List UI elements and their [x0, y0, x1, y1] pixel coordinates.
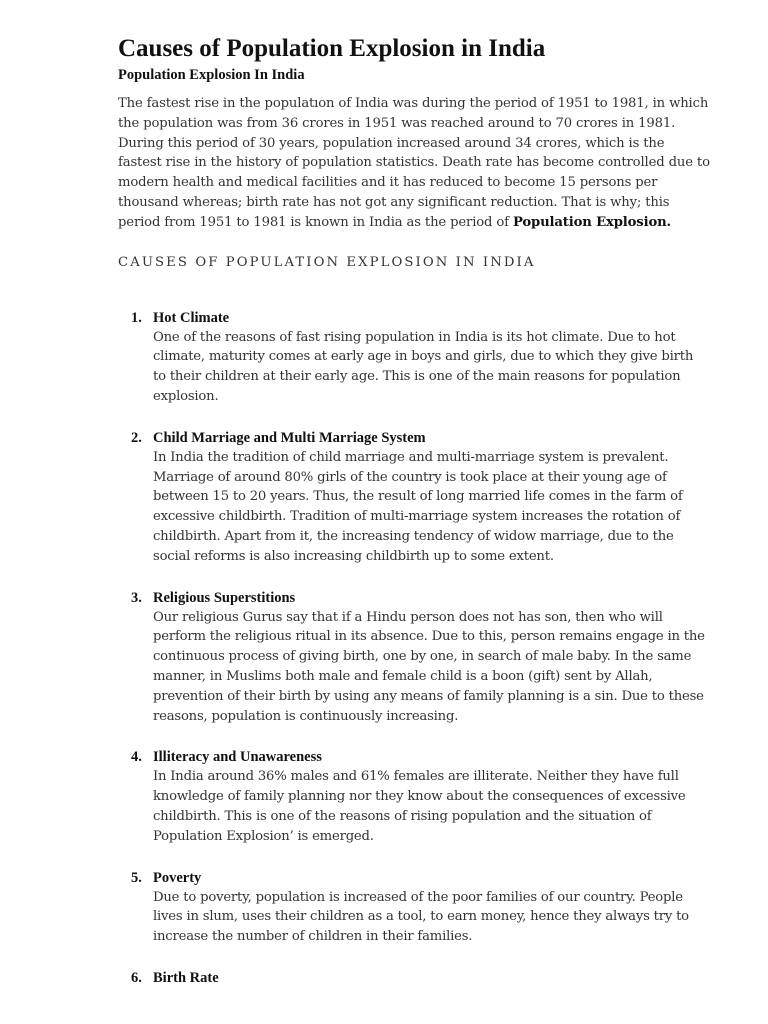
- intro-bold-term: Population Explosion.: [512, 214, 671, 230]
- document-page: [118, 34, 712, 1009]
- list-item: [118, 308, 712, 407]
- list-item: [118, 968, 712, 988]
- causes-list: [118, 308, 712, 988]
- list-item-number: 5.: [131, 869, 142, 886]
- page-title: Causes of Population Explosion in India: [118, 35, 546, 62]
- list-item: [118, 428, 712, 567]
- list-item: [118, 588, 712, 727]
- list-item-number: 2.: [131, 429, 142, 446]
- page-subtitle: Population Explosion In India: [118, 67, 305, 83]
- list-item: [118, 747, 712, 846]
- list-item-number: 6.: [131, 969, 142, 986]
- list-item-body: In India around 36% males and 61% females are illiterate. Neither they have full knowledge of family planning nor they know about the consequences of excessive childbirth. This is one of the reasons of rising population and the situation of Population Explosion’ is emerged.: [153, 769, 686, 844]
- list-item-number: 4.: [131, 749, 142, 766]
- list-item-body: Due to poverty, population is increased of the poor families of our country. People lives in slum, uses their children as a tool, to earn money, hence they always try to increase the number of children in their families.: [153, 889, 689, 945]
- list-item-body: Our religious Gurus say that if a Hindu person does not has son, then who will perform the religious ritual in its absence. Due to this, person remains engage in the continuous process of giving birth, one by one, in search of male baby. In the same manner, in Muslims both male and female child is a boon (gift) sent by Allah, prevention of their birth by using any means of family planning is a sin. Due to these reasons, population is continuously increasing.: [153, 609, 705, 724]
- list-item: [118, 868, 712, 947]
- list-item-title: Birth Rate: [153, 969, 219, 986]
- section-heading: CAUSES OF POPULATION EXPLOSION IN INDIA: [118, 254, 536, 270]
- list-item-number: 1.: [131, 309, 142, 326]
- intro-text: The fastest rise in the populatıon of India was during the period of 1951 to 1981, in which the population was from 36 crores in 1951 was reached around to 70 crores in 1981. During this period of 30 years, population increased around 34 crores, which is the fastest rise in the history of population statistics. Death rate has become controlled due to modern health and medical facilities and it has reduced to become 15 persons per thousand whereas; birth rate has not got any significant reduction. That is why; this period from 1951 to 1981 is known in India as the period of: [118, 96, 710, 230]
- intro-paragraph: [118, 94, 712, 233]
- list-item-title: Illiteracy and Unawareness: [153, 749, 322, 766]
- list-item-title: Poverty: [153, 869, 202, 886]
- list-item-title: Hot Climate: [153, 309, 230, 326]
- list-item-title: Child Marriage and Multi Marriage System: [153, 429, 426, 446]
- list-item-body: In India the tradition of child marriage and multi-marriage system is prevalent. Marriage of around 80% girls of the country is took place at their young age of between 15 to 20 years. Thus, the result of long married life comes in the farm of excessive childbirth. Tradition of multi-marriage system increases the rotation of childbirth. Apart from it, the increasing tendency of widow marriage, due to the social reforms is also increasing childbirth up to some extent.: [153, 449, 683, 564]
- list-item-title: Religious Superstitions: [153, 589, 296, 606]
- list-item-number: 3.: [131, 589, 142, 606]
- list-item-body: One of the reasons of fast rising population in India is its hot climate. Due to hot climate, maturity comes at early age in boys and girls, due to which they give birth to their children at their early age. This is one of the main reasons for population explosion.: [153, 329, 694, 404]
